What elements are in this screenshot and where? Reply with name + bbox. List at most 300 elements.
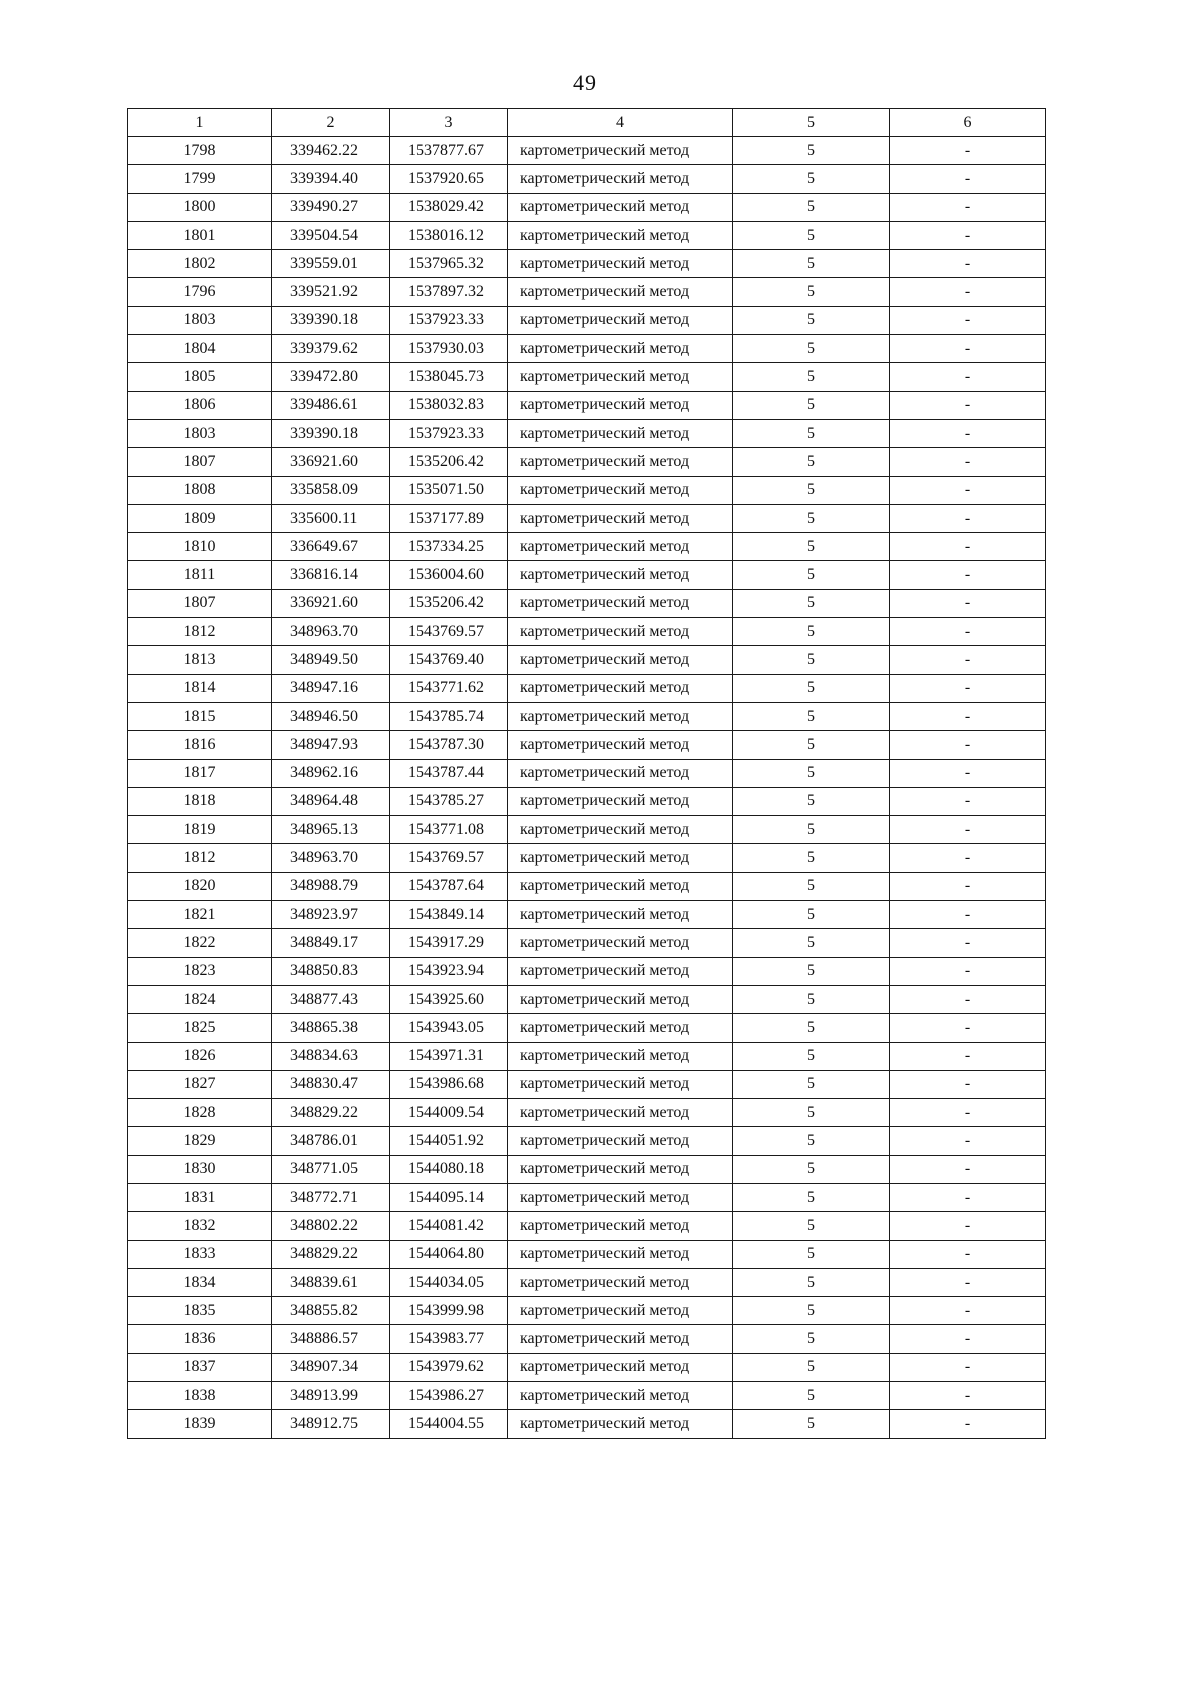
method-cell: картометрический метод <box>508 731 733 759</box>
method-cell: картометрический метод <box>508 1070 733 1098</box>
accuracy-cell: 5 <box>733 731 890 759</box>
y-coordinate-cell: 1537920.65 <box>390 165 508 193</box>
method-cell: картометрический метод <box>508 137 733 165</box>
method-cell: картометрический метод <box>508 702 733 730</box>
point-number-cell: 1798 <box>128 137 272 165</box>
method-cell: картометрический метод <box>508 221 733 249</box>
point-number-cell: 1825 <box>128 1014 272 1042</box>
note-cell: - <box>890 250 1046 278</box>
point-number-cell: 1820 <box>128 872 272 900</box>
x-coordinate-cell: 348829.22 <box>272 1240 390 1268</box>
y-coordinate-cell: 1538029.42 <box>390 193 508 221</box>
y-coordinate-cell: 1537930.03 <box>390 335 508 363</box>
table-row <box>128 646 1046 674</box>
y-coordinate-cell: 1543983.77 <box>390 1325 508 1353</box>
x-coordinate-cell: 348786.01 <box>272 1127 390 1155</box>
table-row <box>128 1183 1046 1211</box>
point-number-cell: 1823 <box>128 957 272 985</box>
table-row <box>128 957 1046 985</box>
x-coordinate-cell: 348886.57 <box>272 1325 390 1353</box>
table-row <box>128 306 1046 334</box>
table-row <box>128 901 1046 929</box>
y-coordinate-cell: 1544051.92 <box>390 1127 508 1155</box>
note-cell: - <box>890 419 1046 447</box>
table-row <box>128 589 1046 617</box>
header-cell-6: 6 <box>890 109 1046 137</box>
point-number-cell: 1805 <box>128 363 272 391</box>
table-row <box>128 419 1046 447</box>
point-number-cell: 1800 <box>128 193 272 221</box>
table-row <box>128 816 1046 844</box>
point-number-cell: 1822 <box>128 929 272 957</box>
note-cell: - <box>890 363 1046 391</box>
accuracy-cell: 5 <box>733 589 890 617</box>
accuracy-cell: 5 <box>733 137 890 165</box>
note-cell: - <box>890 674 1046 702</box>
note-cell: - <box>890 1183 1046 1211</box>
point-number-cell: 1827 <box>128 1070 272 1098</box>
x-coordinate-cell: 348912.75 <box>272 1410 390 1438</box>
point-number-cell: 1837 <box>128 1353 272 1381</box>
note-cell: - <box>890 1127 1046 1155</box>
table-row <box>128 844 1046 872</box>
note-cell: - <box>890 787 1046 815</box>
accuracy-cell: 5 <box>733 1099 890 1127</box>
y-coordinate-cell: 1537923.33 <box>390 306 508 334</box>
method-cell: картометрический метод <box>508 306 733 334</box>
note-cell: - <box>890 1070 1046 1098</box>
method-cell: картометрический метод <box>508 1042 733 1070</box>
y-coordinate-cell: 1543849.14 <box>390 901 508 929</box>
method-cell: картометрический метод <box>508 985 733 1013</box>
y-coordinate-cell: 1543943.05 <box>390 1014 508 1042</box>
accuracy-cell: 5 <box>733 901 890 929</box>
x-coordinate-cell: 348772.71 <box>272 1183 390 1211</box>
note-cell: - <box>890 589 1046 617</box>
x-coordinate-cell: 348907.34 <box>272 1353 390 1381</box>
accuracy-cell: 5 <box>733 1325 890 1353</box>
y-coordinate-cell: 1543785.74 <box>390 702 508 730</box>
note-cell: - <box>890 1268 1046 1296</box>
x-coordinate-cell: 335600.11 <box>272 504 390 532</box>
x-coordinate-cell: 348963.70 <box>272 844 390 872</box>
note-cell: - <box>890 306 1046 334</box>
point-number-cell: 1796 <box>128 278 272 306</box>
x-coordinate-cell: 339559.01 <box>272 250 390 278</box>
note-cell: - <box>890 533 1046 561</box>
x-coordinate-cell: 348946.50 <box>272 702 390 730</box>
table-row <box>128 929 1046 957</box>
x-coordinate-cell: 348802.22 <box>272 1212 390 1240</box>
table-row <box>128 1325 1046 1353</box>
note-cell: - <box>890 1297 1046 1325</box>
note-cell: - <box>890 1155 1046 1183</box>
table-row <box>128 674 1046 702</box>
y-coordinate-cell: 1543923.94 <box>390 957 508 985</box>
accuracy-cell: 5 <box>733 561 890 589</box>
accuracy-cell: 5 <box>733 165 890 193</box>
method-cell: картометрический метод <box>508 1410 733 1438</box>
note-cell: - <box>890 1240 1046 1268</box>
point-number-cell: 1812 <box>128 618 272 646</box>
note-cell: - <box>890 391 1046 419</box>
method-cell: картометрический метод <box>508 1014 733 1042</box>
point-number-cell: 1829 <box>128 1127 272 1155</box>
point-number-cell: 1839 <box>128 1410 272 1438</box>
point-number-cell: 1817 <box>128 759 272 787</box>
accuracy-cell: 5 <box>733 1070 890 1098</box>
accuracy-cell: 5 <box>733 504 890 532</box>
method-cell: картометрический метод <box>508 1268 733 1296</box>
table-row <box>128 759 1046 787</box>
method-cell: картометрический метод <box>508 419 733 447</box>
note-cell: - <box>890 221 1046 249</box>
point-number-cell: 1816 <box>128 731 272 759</box>
note-cell: - <box>890 1212 1046 1240</box>
y-coordinate-cell: 1535071.50 <box>390 476 508 504</box>
accuracy-cell: 5 <box>733 702 890 730</box>
method-cell: картометрический метод <box>508 250 733 278</box>
accuracy-cell: 5 <box>733 1212 890 1240</box>
point-number-cell: 1814 <box>128 674 272 702</box>
x-coordinate-cell: 348947.93 <box>272 731 390 759</box>
x-coordinate-cell: 348839.61 <box>272 1268 390 1296</box>
table-row <box>128 476 1046 504</box>
table-header-row <box>128 109 1046 137</box>
y-coordinate-cell: 1543986.68 <box>390 1070 508 1098</box>
y-coordinate-cell: 1543925.60 <box>390 985 508 1013</box>
table-row <box>128 504 1046 532</box>
coordinates-table-body <box>128 109 1046 1439</box>
accuracy-cell: 5 <box>733 1410 890 1438</box>
table-row <box>128 561 1046 589</box>
note-cell: - <box>890 1353 1046 1381</box>
method-cell: картометрический метод <box>508 1212 733 1240</box>
point-number-cell: 1813 <box>128 646 272 674</box>
note-cell: - <box>890 702 1046 730</box>
y-coordinate-cell: 1544095.14 <box>390 1183 508 1211</box>
x-coordinate-cell: 348988.79 <box>272 872 390 900</box>
point-number-cell: 1826 <box>128 1042 272 1070</box>
note-cell: - <box>890 901 1046 929</box>
point-number-cell: 1803 <box>128 306 272 334</box>
y-coordinate-cell: 1543769.57 <box>390 618 508 646</box>
method-cell: картометрический метод <box>508 589 733 617</box>
method-cell: картометрический метод <box>508 561 733 589</box>
y-coordinate-cell: 1537177.89 <box>390 504 508 532</box>
y-coordinate-cell: 1537965.32 <box>390 250 508 278</box>
y-coordinate-cell: 1543787.30 <box>390 731 508 759</box>
x-coordinate-cell: 348949.50 <box>272 646 390 674</box>
table-row <box>128 391 1046 419</box>
y-coordinate-cell: 1543769.57 <box>390 844 508 872</box>
accuracy-cell: 5 <box>733 674 890 702</box>
point-number-cell: 1806 <box>128 391 272 419</box>
x-coordinate-cell: 336921.60 <box>272 448 390 476</box>
method-cell: картометрический метод <box>508 448 733 476</box>
x-coordinate-cell: 339521.92 <box>272 278 390 306</box>
table-row <box>128 985 1046 1013</box>
point-number-cell: 1804 <box>128 335 272 363</box>
x-coordinate-cell: 339472.80 <box>272 363 390 391</box>
y-coordinate-cell: 1544004.55 <box>390 1410 508 1438</box>
x-coordinate-cell: 348923.97 <box>272 901 390 929</box>
note-cell: - <box>890 985 1046 1013</box>
accuracy-cell: 5 <box>733 278 890 306</box>
x-coordinate-cell: 348771.05 <box>272 1155 390 1183</box>
point-number-cell: 1838 <box>128 1382 272 1410</box>
table-row <box>128 1014 1046 1042</box>
method-cell: картометрический метод <box>508 165 733 193</box>
method-cell: картометрический метод <box>508 391 733 419</box>
y-coordinate-cell: 1543986.27 <box>390 1382 508 1410</box>
accuracy-cell: 5 <box>733 759 890 787</box>
x-coordinate-cell: 336649.67 <box>272 533 390 561</box>
x-coordinate-cell: 339504.54 <box>272 221 390 249</box>
accuracy-cell: 5 <box>733 1268 890 1296</box>
x-coordinate-cell: 339486.61 <box>272 391 390 419</box>
table-row <box>128 618 1046 646</box>
note-cell: - <box>890 504 1046 532</box>
accuracy-cell: 5 <box>733 306 890 334</box>
method-cell: картометрический метод <box>508 957 733 985</box>
note-cell: - <box>890 193 1046 221</box>
y-coordinate-cell: 1537923.33 <box>390 419 508 447</box>
table-row <box>128 137 1046 165</box>
point-number-cell: 1799 <box>128 165 272 193</box>
y-coordinate-cell: 1543999.98 <box>390 1297 508 1325</box>
table-row <box>128 165 1046 193</box>
note-cell: - <box>890 1325 1046 1353</box>
header-cell-2: 2 <box>272 109 390 137</box>
point-number-cell: 1833 <box>128 1240 272 1268</box>
table-row <box>128 278 1046 306</box>
y-coordinate-cell: 1536004.60 <box>390 561 508 589</box>
x-coordinate-cell: 335858.09 <box>272 476 390 504</box>
table-row <box>128 1155 1046 1183</box>
x-coordinate-cell: 336921.60 <box>272 589 390 617</box>
note-cell: - <box>890 929 1046 957</box>
method-cell: картометрический метод <box>508 929 733 957</box>
x-coordinate-cell: 339462.22 <box>272 137 390 165</box>
accuracy-cell: 5 <box>733 1382 890 1410</box>
y-coordinate-cell: 1538045.73 <box>390 363 508 391</box>
note-cell: - <box>890 137 1046 165</box>
table-row <box>128 787 1046 815</box>
accuracy-cell: 5 <box>733 1353 890 1381</box>
y-coordinate-cell: 1543787.64 <box>390 872 508 900</box>
y-coordinate-cell: 1544081.42 <box>390 1212 508 1240</box>
x-coordinate-cell: 339394.40 <box>272 165 390 193</box>
note-cell: - <box>890 1410 1046 1438</box>
header-cell-5: 5 <box>733 109 890 137</box>
table-row <box>128 335 1046 363</box>
y-coordinate-cell: 1535206.42 <box>390 448 508 476</box>
method-cell: картометрический метод <box>508 363 733 391</box>
header-cell-3: 3 <box>390 109 508 137</box>
table-row <box>128 1212 1046 1240</box>
accuracy-cell: 5 <box>733 816 890 844</box>
accuracy-cell: 5 <box>733 872 890 900</box>
point-number-cell: 1808 <box>128 476 272 504</box>
accuracy-cell: 5 <box>733 419 890 447</box>
note-cell: - <box>890 618 1046 646</box>
accuracy-cell: 5 <box>733 1297 890 1325</box>
note-cell: - <box>890 1099 1046 1127</box>
method-cell: картометрический метод <box>508 278 733 306</box>
table-row <box>128 250 1046 278</box>
x-coordinate-cell: 339390.18 <box>272 306 390 334</box>
accuracy-cell: 5 <box>733 1155 890 1183</box>
method-cell: картометрический метод <box>508 476 733 504</box>
point-number-cell: 1811 <box>128 561 272 589</box>
note-cell: - <box>890 448 1046 476</box>
x-coordinate-cell: 348850.83 <box>272 957 390 985</box>
accuracy-cell: 5 <box>733 646 890 674</box>
accuracy-cell: 5 <box>733 618 890 646</box>
note-cell: - <box>890 165 1046 193</box>
coordinates-table <box>127 108 1046 1439</box>
table-row <box>128 1070 1046 1098</box>
method-cell: картометрический метод <box>508 844 733 872</box>
table-row <box>128 731 1046 759</box>
note-cell: - <box>890 872 1046 900</box>
y-coordinate-cell: 1543787.44 <box>390 759 508 787</box>
method-cell: картометрический метод <box>508 1127 733 1155</box>
x-coordinate-cell: 348855.82 <box>272 1297 390 1325</box>
point-number-cell: 1830 <box>128 1155 272 1183</box>
method-cell: картометрический метод <box>508 872 733 900</box>
y-coordinate-cell: 1538016.12 <box>390 221 508 249</box>
y-coordinate-cell: 1543771.08 <box>390 816 508 844</box>
accuracy-cell: 5 <box>733 1183 890 1211</box>
method-cell: картометрический метод <box>508 335 733 363</box>
y-coordinate-cell: 1537334.25 <box>390 533 508 561</box>
page-number: 49 <box>573 70 597 95</box>
point-number-cell: 1828 <box>128 1099 272 1127</box>
y-coordinate-cell: 1535206.42 <box>390 589 508 617</box>
accuracy-cell: 5 <box>733 250 890 278</box>
method-cell: картометрический метод <box>508 1325 733 1353</box>
table-row <box>128 1410 1046 1438</box>
accuracy-cell: 5 <box>733 1042 890 1070</box>
x-coordinate-cell: 336816.14 <box>272 561 390 589</box>
point-number-cell: 1819 <box>128 816 272 844</box>
method-cell: картометрический метод <box>508 674 733 702</box>
y-coordinate-cell: 1544034.05 <box>390 1268 508 1296</box>
table-row <box>128 221 1046 249</box>
y-coordinate-cell: 1543771.62 <box>390 674 508 702</box>
point-number-cell: 1807 <box>128 589 272 617</box>
table-row <box>128 1382 1046 1410</box>
method-cell: картометрический метод <box>508 787 733 815</box>
note-cell: - <box>890 957 1046 985</box>
point-number-cell: 1832 <box>128 1212 272 1240</box>
method-cell: картометрический метод <box>508 1099 733 1127</box>
accuracy-cell: 5 <box>733 929 890 957</box>
method-cell: картометрический метод <box>508 816 733 844</box>
x-coordinate-cell: 339490.27 <box>272 193 390 221</box>
note-cell: - <box>890 731 1046 759</box>
x-coordinate-cell: 339379.62 <box>272 335 390 363</box>
note-cell: - <box>890 476 1046 504</box>
method-cell: картометрический метод <box>508 533 733 561</box>
x-coordinate-cell: 348947.16 <box>272 674 390 702</box>
accuracy-cell: 5 <box>733 335 890 363</box>
table-row <box>128 533 1046 561</box>
x-coordinate-cell: 348964.48 <box>272 787 390 815</box>
point-number-cell: 1812 <box>128 844 272 872</box>
point-number-cell: 1831 <box>128 1183 272 1211</box>
note-cell: - <box>890 561 1046 589</box>
accuracy-cell: 5 <box>733 1240 890 1268</box>
note-cell: - <box>890 278 1046 306</box>
y-coordinate-cell: 1543917.29 <box>390 929 508 957</box>
x-coordinate-cell: 348877.43 <box>272 985 390 1013</box>
point-number-cell: 1810 <box>128 533 272 561</box>
point-number-cell: 1809 <box>128 504 272 532</box>
table-row <box>128 1042 1046 1070</box>
accuracy-cell: 5 <box>733 787 890 815</box>
note-cell: - <box>890 844 1046 872</box>
x-coordinate-cell: 339390.18 <box>272 419 390 447</box>
table-row <box>128 1353 1046 1381</box>
table-row <box>128 1127 1046 1155</box>
x-coordinate-cell: 348965.13 <box>272 816 390 844</box>
point-number-cell: 1801 <box>128 221 272 249</box>
x-coordinate-cell: 348962.16 <box>272 759 390 787</box>
header-cell-4: 4 <box>508 109 733 137</box>
x-coordinate-cell: 348913.99 <box>272 1382 390 1410</box>
x-coordinate-cell: 348849.17 <box>272 929 390 957</box>
x-coordinate-cell: 348830.47 <box>272 1070 390 1098</box>
method-cell: картометрический метод <box>508 759 733 787</box>
note-cell: - <box>890 1014 1046 1042</box>
accuracy-cell: 5 <box>733 533 890 561</box>
method-cell: картометрический метод <box>508 193 733 221</box>
y-coordinate-cell: 1544064.80 <box>390 1240 508 1268</box>
point-number-cell: 1836 <box>128 1325 272 1353</box>
y-coordinate-cell: 1543769.40 <box>390 646 508 674</box>
method-cell: картометрический метод <box>508 504 733 532</box>
x-coordinate-cell: 348865.38 <box>272 1014 390 1042</box>
y-coordinate-cell: 1543979.62 <box>390 1353 508 1381</box>
table-row <box>128 1297 1046 1325</box>
accuracy-cell: 5 <box>733 985 890 1013</box>
method-cell: картометрический метод <box>508 1353 733 1381</box>
point-number-cell: 1802 <box>128 250 272 278</box>
method-cell: картометрический метод <box>508 1240 733 1268</box>
accuracy-cell: 5 <box>733 1014 890 1042</box>
y-coordinate-cell: 1543785.27 <box>390 787 508 815</box>
table-row <box>128 193 1046 221</box>
note-cell: - <box>890 759 1046 787</box>
accuracy-cell: 5 <box>733 1127 890 1155</box>
point-number-cell: 1824 <box>128 985 272 1013</box>
y-coordinate-cell: 1544080.18 <box>390 1155 508 1183</box>
method-cell: картометрический метод <box>508 1183 733 1211</box>
accuracy-cell: 5 <box>733 448 890 476</box>
table-row <box>128 872 1046 900</box>
method-cell: картометрический метод <box>508 1382 733 1410</box>
table-row <box>128 363 1046 391</box>
table-row <box>128 1240 1046 1268</box>
x-coordinate-cell: 348963.70 <box>272 618 390 646</box>
point-number-cell: 1818 <box>128 787 272 815</box>
y-coordinate-cell: 1537897.32 <box>390 278 508 306</box>
note-cell: - <box>890 1382 1046 1410</box>
method-cell: картометрический метод <box>508 646 733 674</box>
